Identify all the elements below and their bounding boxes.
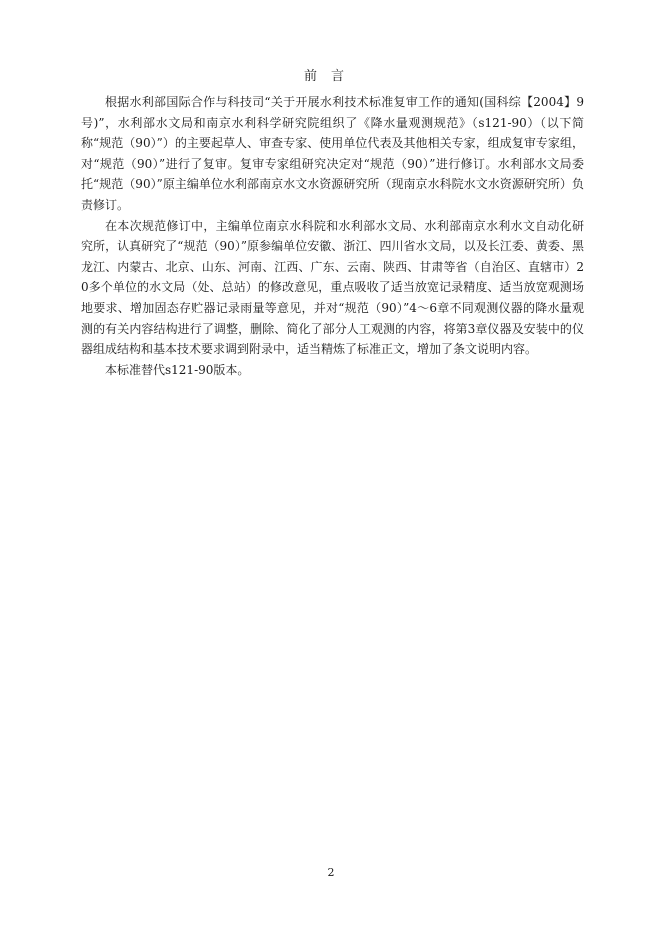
section-title: 前言 <box>303 69 358 84</box>
paragraph-3: 本标准替代s121-90版本。 <box>105 362 250 377</box>
page-number: 2 <box>327 866 335 879</box>
paragraph-2: 在本次规范修订中，主编单位南京水科院和水利部水文局、水利部南京水利水文自动化研究所，认真研究了“规范（90）”原参编单位安徽、浙江、四川省水文局，以及长江委、黄委、黑龙江、内蒙古、北京、山东、河南、江西、广东、云南、陕西、甘肃等省（自治区、直辖市）20多个单位的水文局（处、总站）的修改意见，重点吸收了适当放宽记录精度、适当放宽观测场地要求、增加固态存贮器记录雨量等意见，并对“规范（90）”4～6章不同观测仪器的降水量观测的有关内容结构进行了调整，删除、简化了部分人工观测的内容，将第3章仪器及安装中的仪器组成结构和基本技术要求调到附录中，适当精炼了标准正文，增加了条文说明内容。 <box>81 218 584 357</box>
paragraph-1: 根据水利部国际合作与科技司“关于开展水利技术标准复审工作的通知(国科综【2004】9号)”，水利部水文局和南京水利科学研究院组织了《降水量观测规范》（s121-90）（以下简称“规范（90）”）的主要起草人、审查专家、使用单位代表及其他相关专家，组成复审专家组，对“规范（90）”进行了复审。复审专家组研究决定对“规范（90）”进行修订。水利部水文局委托“规范（90）”原主编单位水利部南京水文水资源研究所（现南京水科院水文水资源研究所）负责修订。 <box>81 95 584 212</box>
body-text <box>81 92 584 380</box>
